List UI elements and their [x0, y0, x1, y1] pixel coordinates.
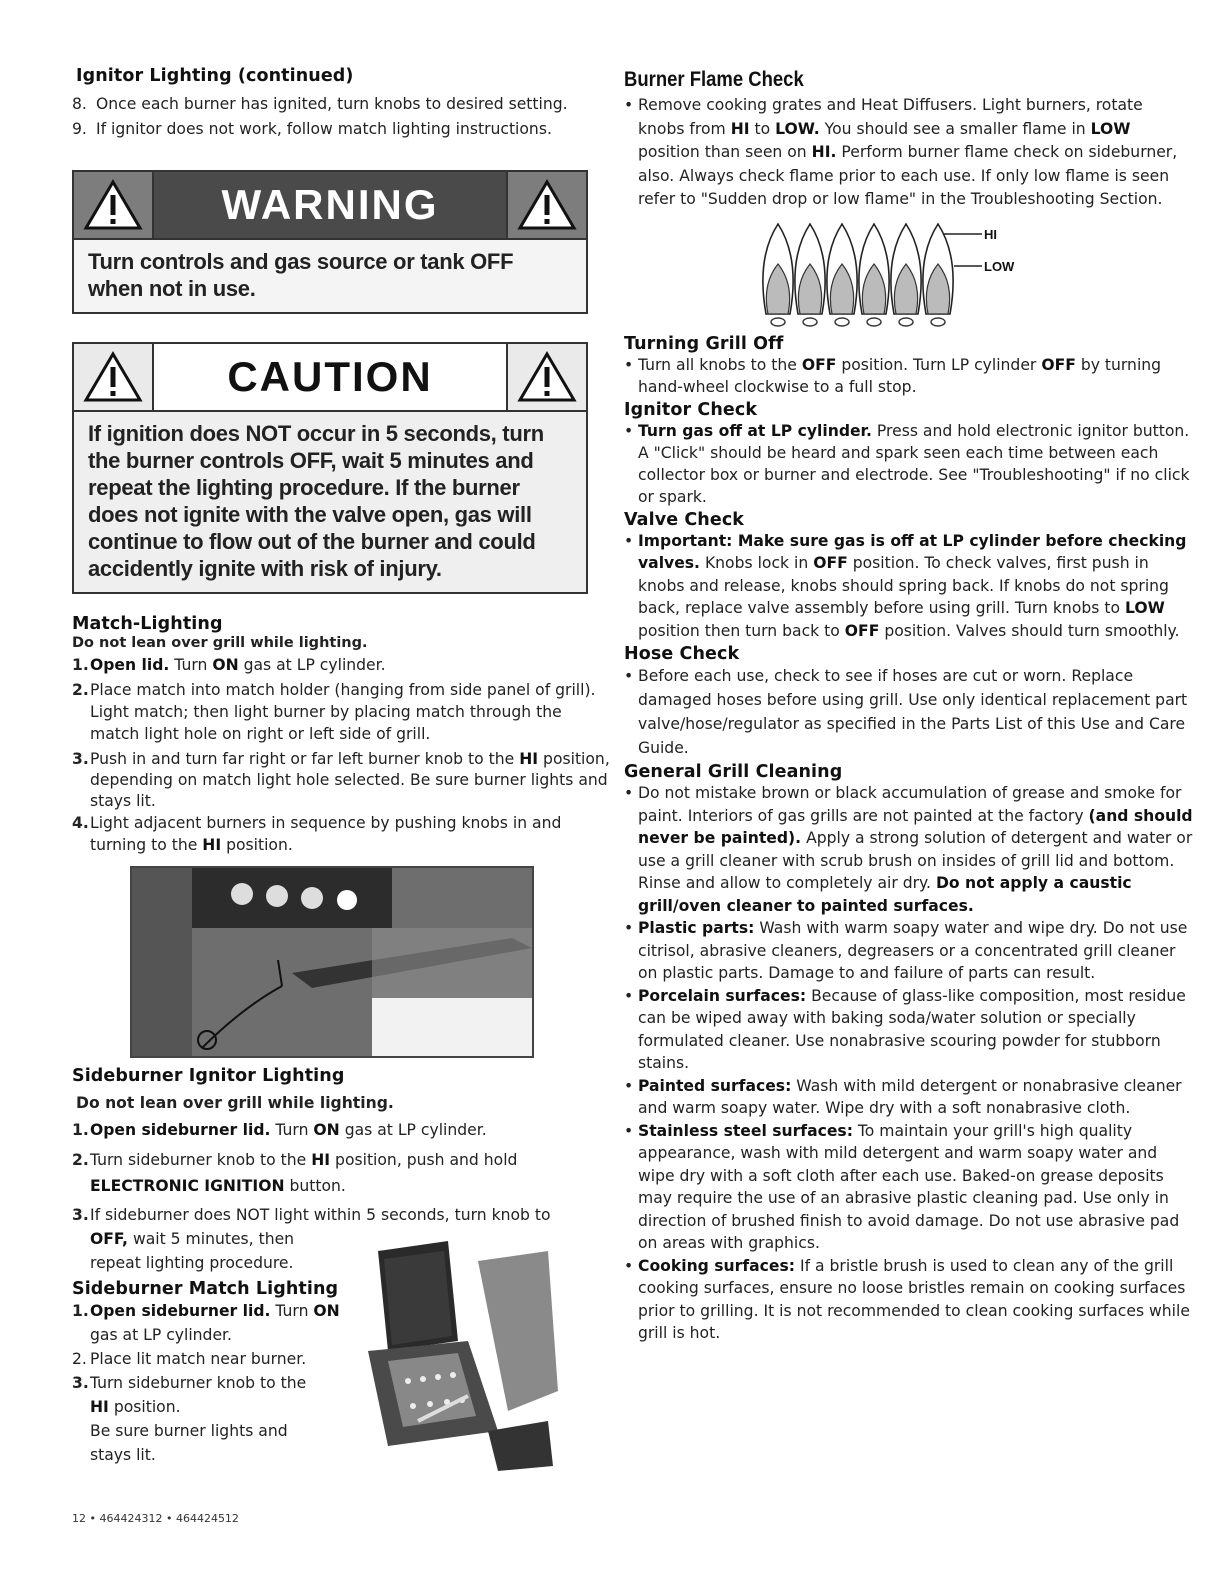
list-item: • Plastic parts: Wash with warm soapy water and wipe dry. Do not use citrisol, abrasive cleaners, degreasers or a concentrated grill cleaner on plastic parts. Damage to and failure of parts can result.: [624, 917, 1194, 985]
turning-off-heading: Turning Grill Off: [624, 333, 784, 354]
list-item: 3. Push in and turn far right or far left burner knob to the HI position, depending on match light hole selected. Be sure burner lights and stays lit.: [72, 750, 610, 810]
caution-box: [72, 342, 588, 594]
sideburner-match-block: [72, 1279, 352, 1467]
valve-check-heading: Valve Check: [624, 509, 745, 530]
list-item: • Turn gas off at LP cylinder. Press and hold electronic ignitor button. A "Click" should be heard and spark seen each time between each collector box or burner and electrode. See "Troubleshooting" if no click or spark.: [624, 420, 1194, 508]
flame-label-low: LOW: [984, 258, 1015, 274]
match-lighting-heading: Match-Lighting: [72, 614, 223, 634]
caution-header: [74, 344, 586, 412]
warning-triangle-icon: [74, 172, 154, 238]
ignitor-lighting-heading: Ignitor Lighting (continued): [76, 66, 354, 86]
list-item: 4. Light adjacent burners in sequence by pushing knobs in and turning to the HI position.: [72, 814, 562, 854]
list-item: 3. If sideburner does NOT light within 5 seconds, turn knob to OFF, wait 5 minutes, then repeat lighting procedure.: [72, 1206, 551, 1272]
list-item: • Important: Make sure gas is off at LP cylinder before checking valves. Knobs lock in OFF position. To check valves, first push in knobs and release, knobs should spring back. If knobs do not spring back, replace valve assembly before using grill. Turn knobs to LOW position then turn back to OFF position. Valves should turn smoothly.: [624, 530, 1194, 643]
sideburner-ignitor-sub: Do not lean over grill while lighting.: [76, 1094, 394, 1112]
sideburner-illustration: [358, 1241, 558, 1471]
list-item: • Stainless steel surfaces: To maintain your grill's high quality appearance, wash with mild detergent and warm soapy water and wipe dry with a soft cloth after each use. Baked-on grease deposits may require the use of an abrasive plastic cleaning pad. Use only in direction of brushed finish to avoid damage. Do not use abrasive pad on areas with graphics.: [624, 1120, 1194, 1255]
list-item: 9. If ignitor does not work, follow match lighting instructions.: [72, 120, 552, 138]
warning-triangle-icon: [506, 172, 586, 238]
match-holder-photo: [130, 866, 534, 1058]
list-item: • Do not mistake brown or black accumulation of grease and smoke for paint. Interiors of gas grills are not painted at the factory (and should never be painted). Apply a strong solution of detergent and water or use a grill cleaner with scrub brush on insides of grill lid and bottom. Rinse and allow to completely air dry. Do not apply a caustic grill/oven cleaner to painted surfaces.: [624, 782, 1194, 917]
valve-check-list: [624, 530, 1194, 643]
sideburner-match-heading: Sideburner Match Lighting: [72, 1279, 339, 1299]
list-item: • Painted surfaces: Wash with mild detergent or nonabrasive cleaner and warm soapy water. Wipe dry with a soft nonabrasive cloth.: [624, 1075, 1194, 1120]
warning-word: WARNING: [154, 172, 506, 238]
list-item: • Remove cooking grates and Heat Diffusers. Light burners, rotate knobs from HI to LOW. You should see a smaller flame in LOW position than seen on HI. Perform burner flame check on sideburner, also. Always check flame prior to each use. If only low flame is seen refer to "Sudden drop or low flame" in the Troubleshooting Section.: [624, 94, 1194, 212]
caution-triangle-icon: [74, 344, 154, 410]
off-list: [624, 354, 1194, 398]
list-item: 2. Turn sideburner knob to the HI position, push and hold ELECTRONIC IGNITION button.: [72, 1151, 518, 1195]
sideburner-ignitor-heading: Sideburner Ignitor Lighting: [72, 1066, 345, 1086]
list-item: 1. Open lid. Turn ON gas at LP cylinder.: [72, 656, 386, 674]
burner-flame-heading: Burner Flame Check: [624, 68, 804, 91]
ignitor-check-heading: Ignitor Check: [624, 399, 758, 420]
ignitor-check-list: [624, 420, 1194, 508]
flame-label-hi: HI: [984, 226, 997, 242]
caution-text: If ignition does NOT occur in 5 seconds, turn the burner controls OFF, wait 5 minutes and repeat the lighting procedure. If the burner does not ignite with the valve open, gas will continue to flow out of the burner and could accidently ignite with risk of injury.: [74, 412, 586, 592]
list-item: 1. Open sideburner lid. Turn ON gas at LP cylinder.: [72, 1302, 340, 1344]
list-item: • Cooking surfaces: If a bristle brush is used to clean any of the grill cooking surfaces, ensure no loose bristles remain on cooking surfaces prior to grilling. It is not recommended to clean cooking surfaces while grill is hot.: [624, 1255, 1194, 1345]
list-item: 2. Place lit match near burner.: [72, 1350, 307, 1368]
list-item: 2. Place match into match holder (hanging from side panel of grill). Light match; then light burner by placing match through the match light hole on right or left side of grill.: [72, 681, 596, 743]
grill-side-illustration: [132, 868, 532, 1056]
grill-cleaning-list: [624, 782, 1194, 1345]
sideburner-match-steps: [72, 1299, 352, 1467]
match-lighting-sub: Do not lean over grill while lighting.: [72, 635, 368, 651]
page-footer: 12 • 464424312 • 464424512: [72, 1512, 239, 1525]
list-item: 8. Once each burner has ignited, turn knobs to desired setting.: [72, 95, 568, 113]
grill-cleaning-heading: General Grill Cleaning: [624, 762, 843, 782]
left-column: [72, 66, 612, 1467]
warning-header: [74, 172, 586, 240]
list-item: 1. Open sideburner lid. Turn ON gas at LP cylinder.: [72, 1121, 487, 1139]
ignitor-steps: [72, 92, 612, 142]
match-steps: [72, 654, 612, 856]
right-column: [624, 66, 1194, 1345]
hose-check-heading: Hose Check: [624, 644, 740, 664]
list-item: 3. Turn sideburner knob to the HI position. Be sure burner lights and stays lit.: [72, 1374, 307, 1464]
caution-triangle-icon: [506, 344, 586, 410]
list-item: • Before each use, check to see if hoses are cut or worn. Replace damaged hoses before using grill. Use only identical replacement part valve/hose/regulator as specified in the Parts List of this Use and Care Guide.: [624, 664, 1194, 760]
list-item: • Turn all knobs to the OFF position. Turn LP cylinder OFF by turning hand-wheel clockwise to a full stop.: [624, 354, 1194, 398]
warning-text: Turn controls and gas source or tank OFF when not in use.: [74, 240, 586, 312]
hose-check-list: [624, 664, 1194, 760]
caution-word: CAUTION: [154, 344, 506, 410]
flame-list: [624, 94, 1194, 212]
flame-diagram: [754, 218, 1054, 330]
warning-box: [72, 170, 588, 314]
list-item: • Porcelain surfaces: Because of glass-like composition, most residue can be wiped away with baking soda/water solution or specially formulated cleaner. Use nonabrasive scouring powder for stubborn stains.: [624, 985, 1194, 1075]
